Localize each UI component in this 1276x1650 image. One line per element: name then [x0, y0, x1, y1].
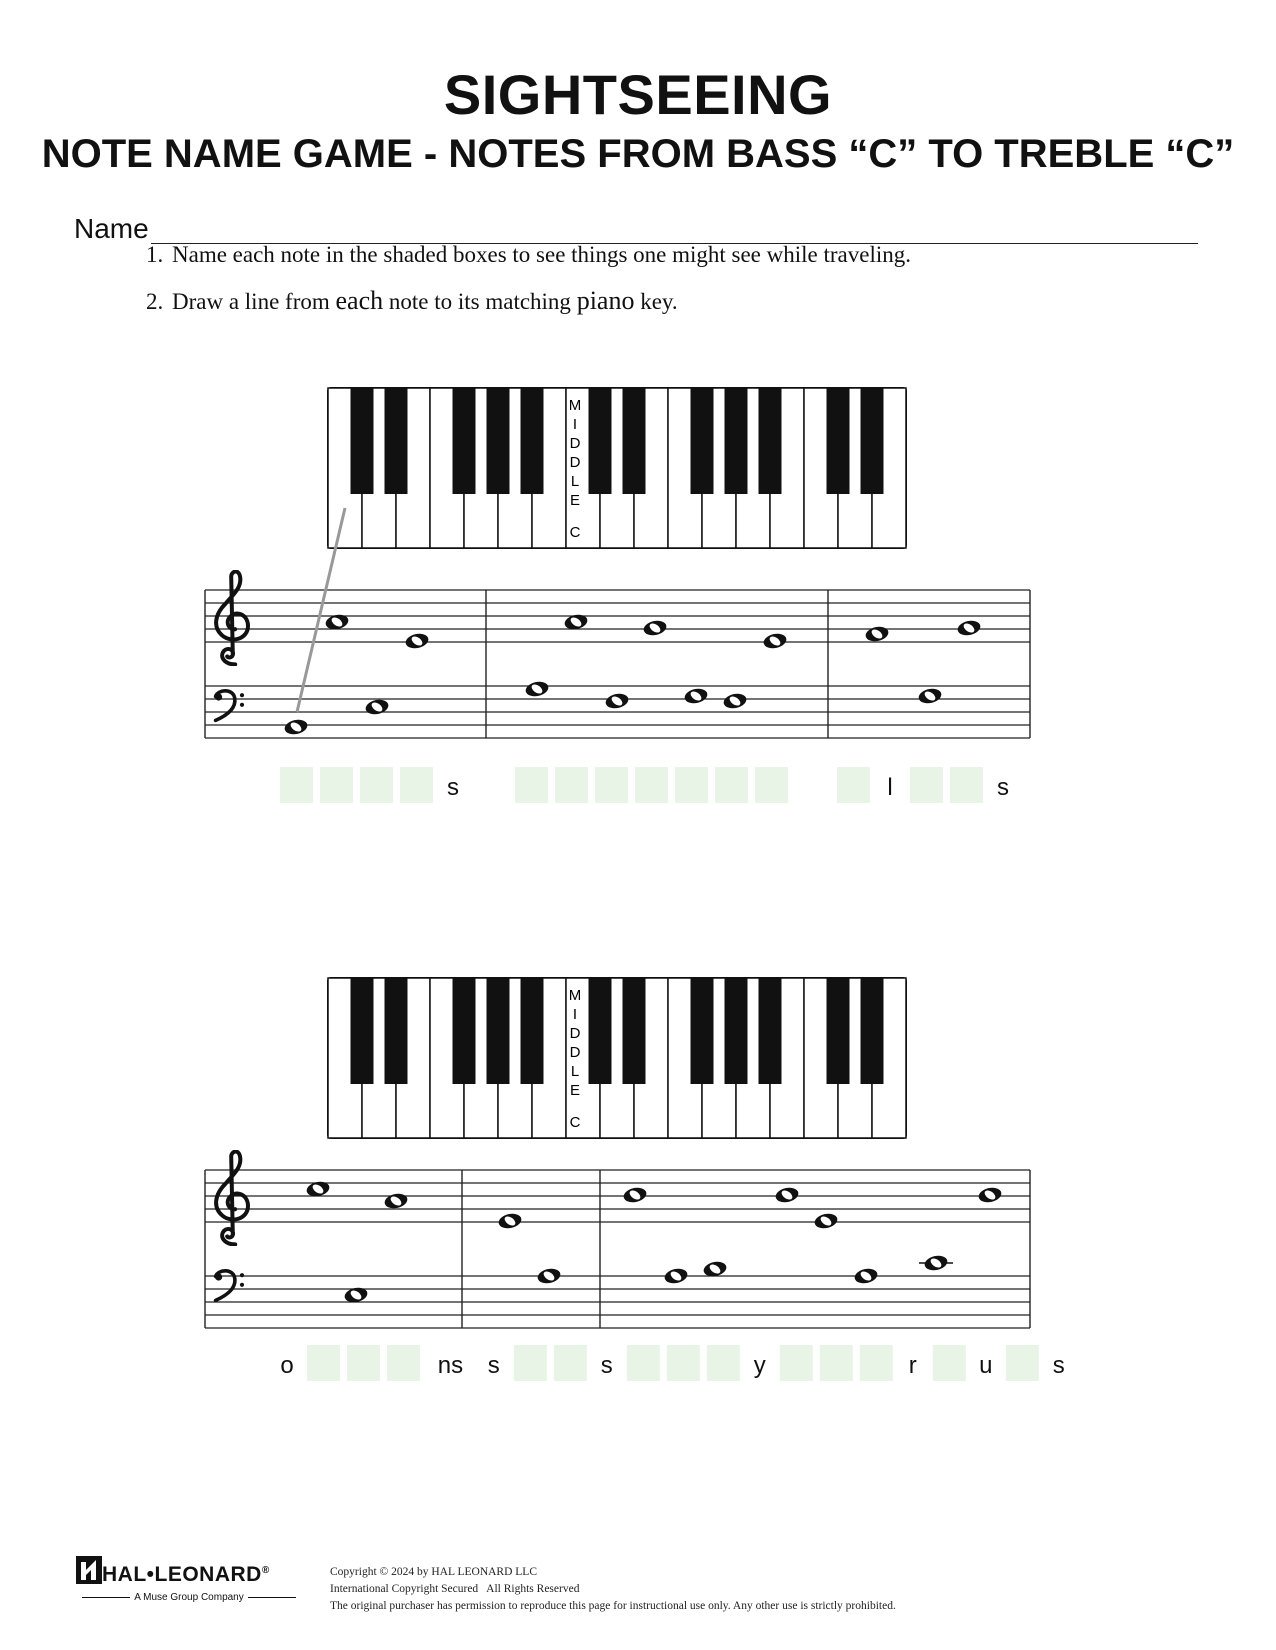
whole-note: [404, 632, 429, 650]
piano-black-key[interactable]: [691, 978, 714, 1084]
piano-black-key[interactable]: [589, 388, 612, 494]
answer-row-1: [280, 767, 1009, 803]
whole-note: [813, 1212, 838, 1230]
answer-box[interactable]: [627, 1345, 660, 1381]
given-letter: l: [887, 774, 893, 801]
middle-c-letter: I: [572, 1006, 578, 1023]
answer-box[interactable]: [307, 1345, 340, 1381]
bass-clef-icon: [215, 691, 244, 721]
whole-note: [977, 1186, 1002, 1204]
instruction-text: key.: [634, 289, 678, 314]
hal-leonard-mark-icon: [76, 1556, 104, 1586]
piano-black-key[interactable]: [827, 388, 850, 494]
answer-box[interactable]: [514, 1345, 547, 1381]
notes: [283, 613, 981, 736]
bass-clef-icon: [215, 1271, 244, 1301]
whole-note: [919, 1254, 953, 1272]
answer-box[interactable]: [820, 1345, 853, 1381]
given-letter: ns: [437, 1352, 464, 1379]
whole-note: [536, 1267, 561, 1285]
notes: [305, 1180, 1002, 1304]
given-letter: s: [600, 1352, 613, 1379]
middle-c-letter: M: [568, 987, 582, 1004]
instruction-emphasis: piano: [576, 286, 635, 315]
whole-note: [524, 680, 549, 698]
answer-box[interactable]: [755, 767, 788, 803]
instruction-emphasis: each: [335, 286, 384, 315]
given-letter: o: [280, 1352, 294, 1379]
piano-black-key[interactable]: [623, 388, 646, 494]
treble-clef-icon: [216, 572, 248, 665]
instruction-number: 2.: [146, 289, 164, 314]
permission-line: The original purchaser has permission to reproduce this page for instructional use only. Any other use is strictly prohibited.: [330, 1600, 896, 1612]
whole-note: [663, 1267, 688, 1285]
staff-lines: [205, 590, 1030, 738]
whole-note: [383, 1192, 408, 1210]
piano-black-key[interactable]: [351, 978, 374, 1084]
hal-leonard-logo: [76, 1556, 306, 1606]
answer-box[interactable]: [780, 1345, 813, 1381]
whole-note: [604, 692, 629, 710]
piano-black-key[interactable]: [725, 978, 748, 1084]
piano-black-key[interactable]: [487, 978, 510, 1084]
middle-c-letter: D: [569, 1044, 581, 1061]
answer-box[interactable]: [320, 767, 353, 803]
answer-row-2: [280, 1345, 1064, 1381]
answer-box[interactable]: [555, 767, 588, 803]
given-letter: s: [487, 1352, 500, 1379]
whole-note: [864, 625, 889, 643]
given-letter: s: [1052, 1352, 1065, 1379]
whole-note: [762, 632, 787, 650]
middle-c-letter: E: [569, 1082, 581, 1099]
worksheet-title: SIGHTSEEING: [443, 63, 833, 126]
answer-box[interactable]: [595, 767, 628, 803]
whole-note: [853, 1267, 878, 1285]
piano-black-key[interactable]: [453, 388, 476, 494]
given-letter: y: [753, 1352, 766, 1379]
answer-box[interactable]: [515, 767, 548, 803]
instruction-text: note to its matching: [383, 289, 577, 314]
answer-box[interactable]: [387, 1345, 420, 1381]
instruction-number: 1.: [146, 242, 164, 267]
staff-lines: [205, 1170, 1030, 1328]
rights-line: International Copyright Secured All Rights Reserved: [330, 1583, 580, 1595]
whole-note: [283, 718, 308, 736]
answer-box[interactable]: [400, 767, 433, 803]
worksheet-subtitle: NOTE NAME GAME - NOTES FROM BASS “C” TO TREBLE “C”: [41, 132, 1235, 176]
answer-box[interactable]: [675, 767, 708, 803]
middle-c-letter: C: [569, 524, 581, 541]
answer-box[interactable]: [950, 767, 983, 803]
whole-note: [364, 698, 389, 716]
answer-box[interactable]: [554, 1345, 587, 1381]
name-label: Name: [74, 213, 149, 244]
piano-black-key[interactable]: [385, 388, 408, 494]
answer-box[interactable]: [910, 767, 943, 803]
piano-black-key[interactable]: [351, 388, 374, 494]
registered-mark: ®: [261, 1565, 270, 1576]
piano-black-key[interactable]: [725, 388, 748, 494]
piano-black-key[interactable]: [487, 388, 510, 494]
logo-brand-text: HAL•LEONARD: [102, 1563, 262, 1586]
middle-c-letter: L: [570, 473, 580, 490]
example-connector-line: [297, 508, 345, 712]
piano-black-key[interactable]: [861, 388, 884, 494]
whole-note: [642, 619, 667, 637]
answer-box[interactable]: [933, 1345, 966, 1381]
whole-note: [956, 619, 981, 637]
copyright-line: Copyright © 2024 by HAL LEONARD LLC: [330, 1566, 537, 1578]
middle-c-letter: I: [572, 416, 578, 433]
whole-note: [722, 692, 747, 710]
logo-tagline: [76, 1592, 302, 1603]
answer-box[interactable]: [860, 1345, 893, 1381]
logo-tagline-text: A Muse Group Company: [134, 1592, 244, 1603]
middle-c-letter: E: [569, 492, 581, 509]
piano-black-key[interactable]: [861, 978, 884, 1084]
piano-keyboard-1: [328, 388, 906, 548]
answer-box[interactable]: [347, 1345, 380, 1381]
grand-staff-2: [205, 1152, 1030, 1328]
answer-box[interactable]: [667, 1345, 700, 1381]
piano-keyboard-2: [328, 978, 906, 1138]
answer-box[interactable]: [635, 767, 668, 803]
piano-black-key[interactable]: [521, 388, 544, 494]
middle-c-letter: C: [569, 1114, 581, 1131]
answer-box[interactable]: [715, 767, 748, 803]
middle-c-letter: L: [570, 1063, 580, 1080]
answer-box[interactable]: [1006, 1345, 1039, 1381]
answer-box[interactable]: [280, 767, 313, 803]
logo-brand: [102, 1563, 270, 1587]
whole-note: [497, 1212, 522, 1230]
middle-c-letter: M: [568, 397, 582, 414]
piano-black-key[interactable]: [623, 978, 646, 1084]
piano-black-key[interactable]: [759, 388, 782, 494]
given-letter: s: [997, 774, 1009, 801]
piano-black-key[interactable]: [385, 978, 408, 1084]
answer-box[interactable]: [837, 767, 870, 803]
given-letter: r: [908, 1352, 917, 1379]
whole-note: [683, 687, 708, 705]
given-letter: u: [979, 1352, 993, 1379]
whole-note: [622, 1186, 647, 1204]
treble-clef-icon: [216, 1152, 248, 1245]
copyright-block: [330, 1564, 896, 1615]
middle-c-letter: D: [569, 1025, 581, 1042]
piano-black-key[interactable]: [827, 978, 850, 1084]
piano-black-key[interactable]: [691, 388, 714, 494]
middle-c-letter: D: [569, 435, 581, 452]
answer-box[interactable]: [360, 767, 393, 803]
instruction-text: Name each note in the shaded boxes to see things one might see while traveling.: [172, 242, 911, 267]
piano-black-key[interactable]: [521, 978, 544, 1084]
middle-c-letter: D: [569, 454, 581, 471]
instruction-text: Draw a line from: [172, 289, 336, 314]
given-letter: s: [447, 774, 459, 801]
whole-note: [774, 1186, 799, 1204]
piano-black-key[interactable]: [589, 978, 612, 1084]
answer-box[interactable]: [707, 1345, 740, 1381]
piano-black-key[interactable]: [453, 978, 476, 1084]
piano-black-key[interactable]: [759, 978, 782, 1084]
whole-note: [917, 687, 942, 705]
